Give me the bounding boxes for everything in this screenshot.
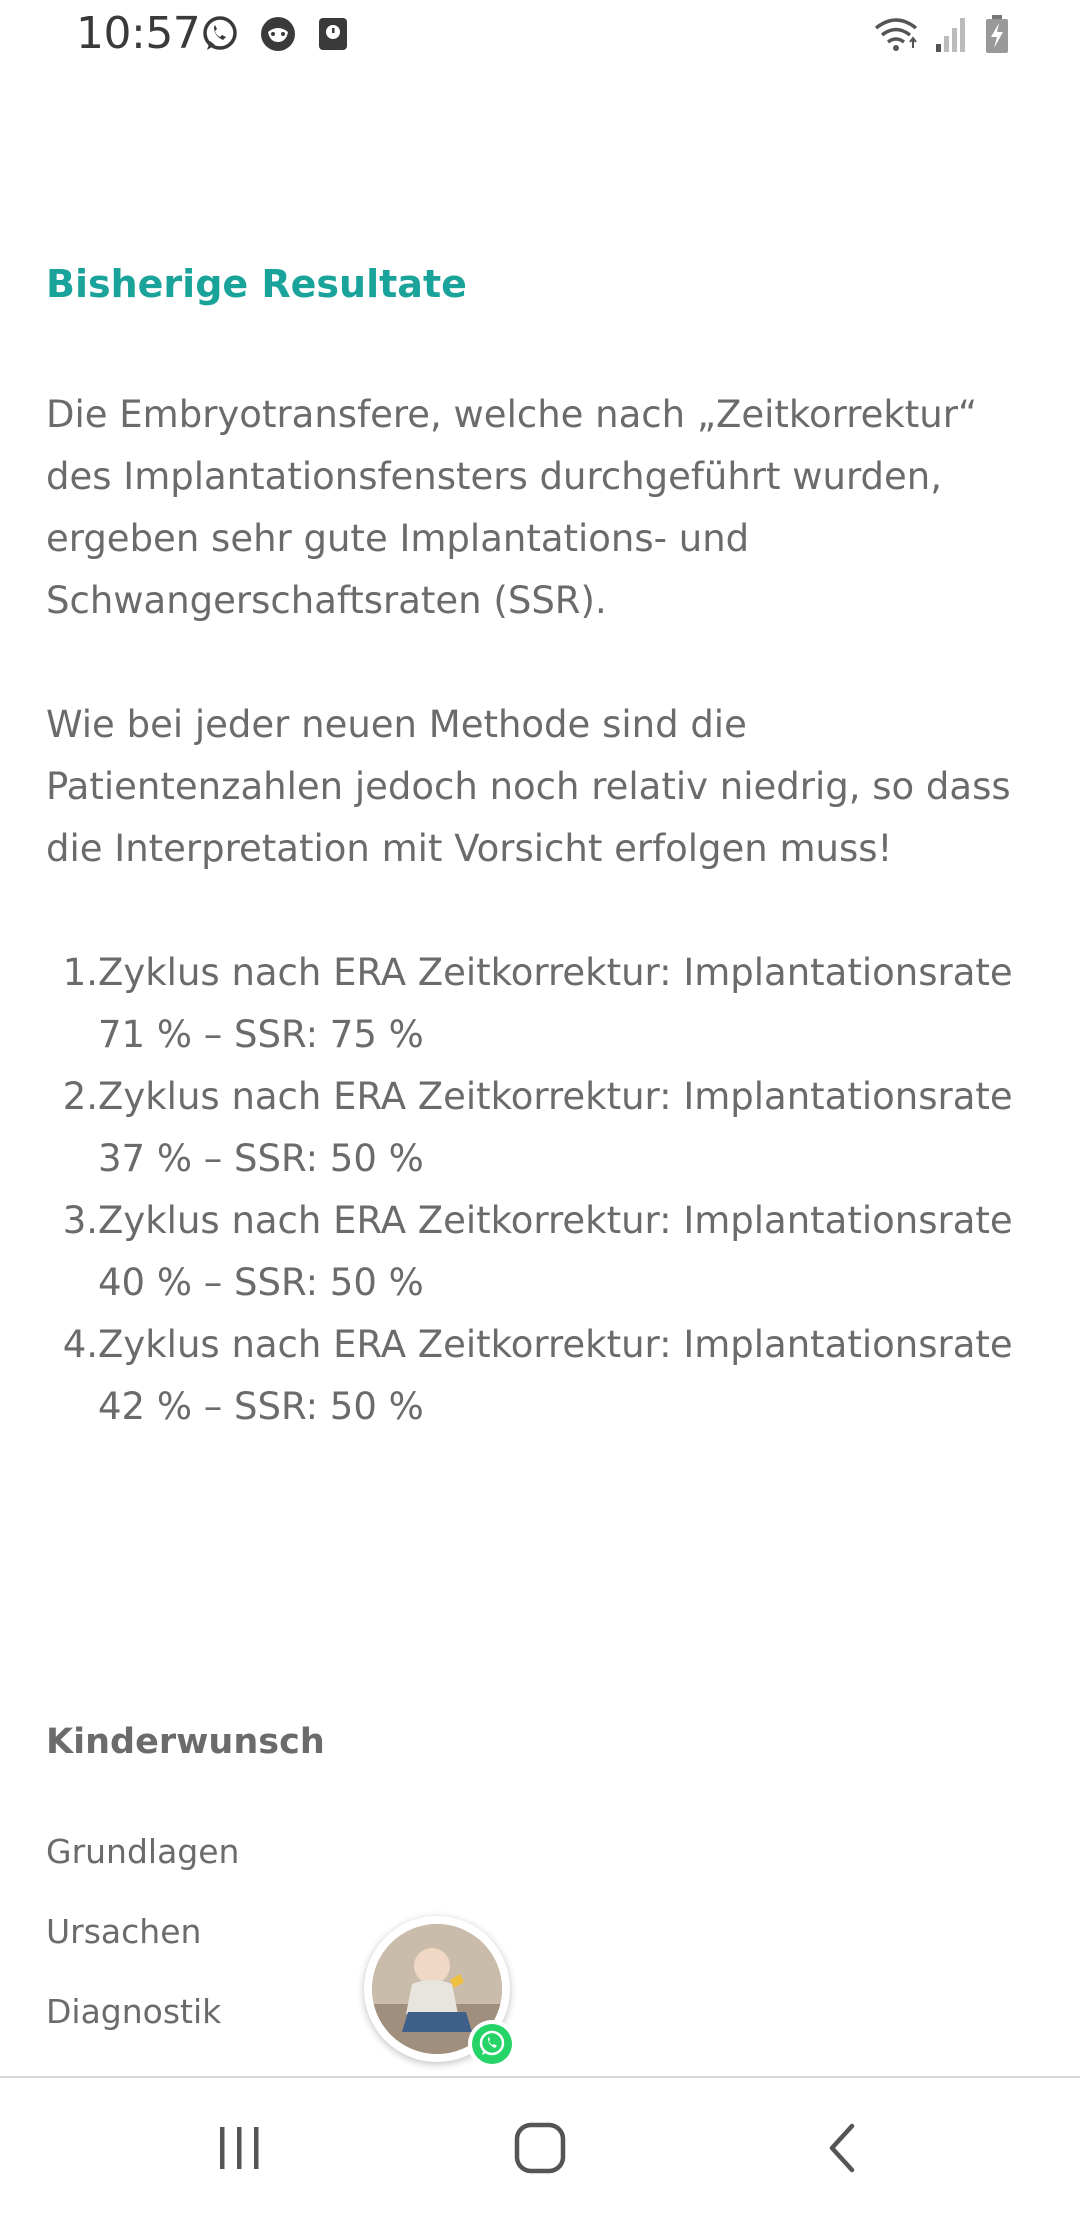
status-bar <box>0 0 1080 76</box>
article-paragraph: Wie bei jeder neuen Methode sind die Patientenzahlen jedoch noch relativ niedrig, so dass die Interpretation mit Vorsicht erfolgen muss! <box>46 703 1011 870</box>
footer-link-grundlagen[interactable]: Grundlagen <box>46 1832 240 1871</box>
article-paragraph: Die Embryotransfere, welche nach „Zeitkorrektur“ des Implantationsfensters durchgeführt wurden, ergeben sehr gute Implantations- und Schwangerschaftsraten (SSR). <box>46 393 978 622</box>
back-button[interactable] <box>792 2108 892 2192</box>
home-button[interactable] <box>490 2108 590 2192</box>
status-system-icons <box>872 14 1010 58</box>
face-icon <box>258 14 298 58</box>
list-item <box>46 942 1036 1066</box>
list-item-number: 4. <box>62 1323 98 1366</box>
whatsapp-chat-button[interactable] <box>364 1916 510 2062</box>
recent-apps-icon <box>215 2123 265 2177</box>
footer-link-diagnostik[interactable]: Diagnostik <box>46 1992 222 2031</box>
wifi-icon <box>872 14 920 58</box>
whatsapp-icon <box>200 14 240 58</box>
signal-icon <box>934 14 970 58</box>
recent-apps-button[interactable] <box>190 2108 290 2192</box>
list-item-number: 2. <box>62 1075 98 1118</box>
footer-link-ursachen[interactable]: Ursachen <box>46 1912 202 1951</box>
whatsapp-icon <box>468 2020 516 2068</box>
back-icon <box>822 2120 862 2180</box>
list-item <box>46 1314 1036 1438</box>
list-item-text: Zyklus nach ERA Zeitkorrektur: Implantationsrate 71 % – SSR: 75 % <box>98 951 1013 1056</box>
list-item-number: 1. <box>62 951 98 994</box>
list-item <box>46 1190 1036 1314</box>
list-item-text: Zyklus nach ERA Zeitkorrektur: Implantationsrate 42 % – SSR: 50 % <box>98 1323 1013 1428</box>
system-nav-bar <box>0 2078 1080 2220</box>
results-list <box>46 942 1036 1438</box>
list-item-text: Zyklus nach ERA Zeitkorrektur: Implantationsrate 40 % – SSR: 50 % <box>98 1199 1013 1304</box>
status-notification-icons <box>200 14 350 58</box>
home-icon <box>512 2120 568 2180</box>
footer-heading: Kinderwunsch <box>46 1722 325 1762</box>
battery-charging-icon <box>984 14 1010 58</box>
list-item-text: Zyklus nach ERA Zeitkorrektur: Implantationsrate 37 % – SSR: 50 % <box>98 1075 1013 1180</box>
section-heading: Bisherige Resultate <box>46 262 467 306</box>
list-item-number: 3. <box>62 1199 98 1242</box>
clipboard-icon <box>316 14 350 58</box>
list-item <box>46 1066 1036 1190</box>
status-time: 10:57 <box>76 8 201 59</box>
footer-links <box>46 1822 239 2062</box>
